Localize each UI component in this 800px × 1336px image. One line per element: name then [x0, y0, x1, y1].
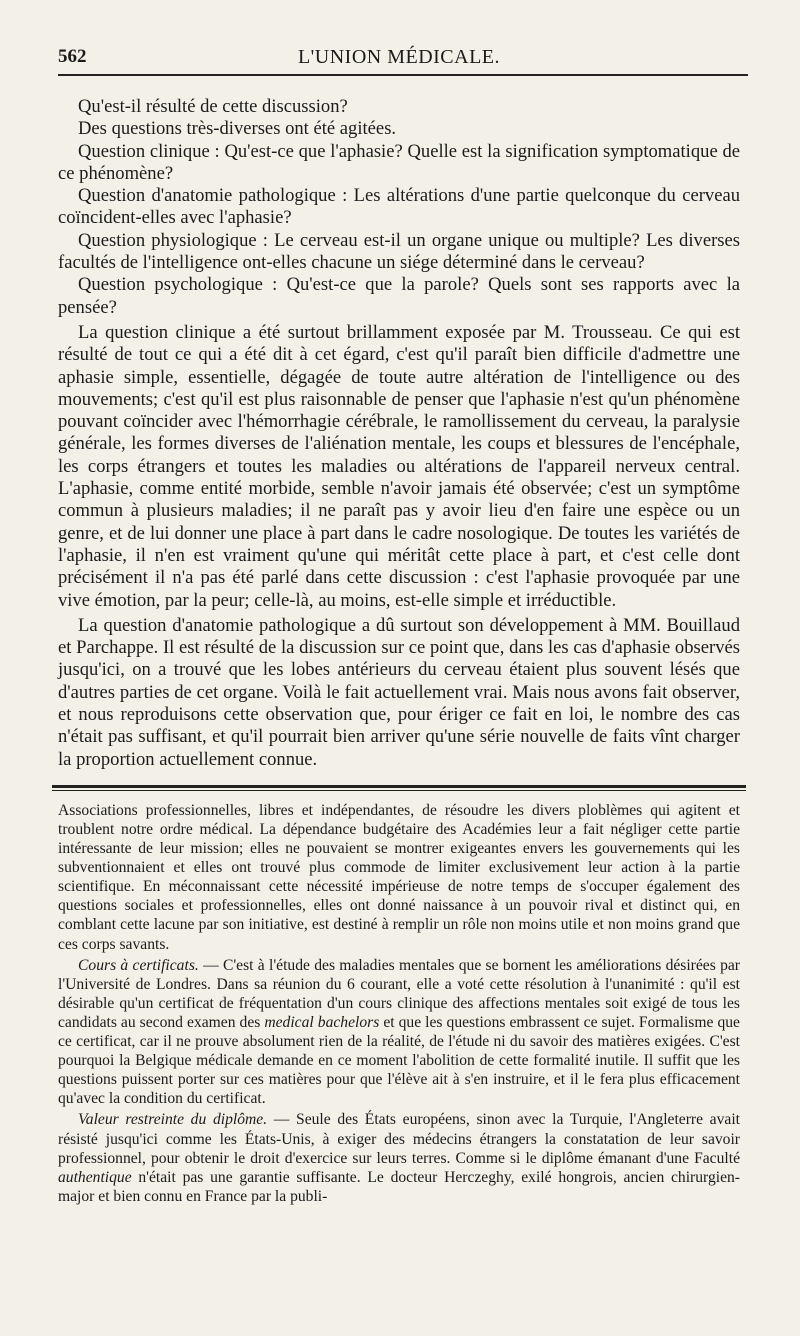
- paragraph-clinical-question: Question clinique : Qu'est-ce que l'aphasie? Quelle est la signification symptomatique de ce phénomène?: [58, 140, 740, 184]
- paragraph-clinical-discussion: La question clinique a été surtout brillamment exposée par M. Trousseau. Ce qui est résulté de tout ce qui a été dit à cet égard, c'est qu'il paraît bien difficile d'admettre une aphasie simple, essentielle, dégagée de toute autre altération de l'intelligence ou des mouvements; c'est qu'il est plus raisonnable de penser que l'aphasie n'est qu'un phénomène pouvant coïncider avec l'hémorrhagie cérébrale, le ramollissement du cerveau, la paralysie générale, les formes diverses de l'aliénation mentale, les coups et blessures de l'encéphale, les corps étrangers et toutes les maladies ou altérations de l'appareil nerveux central. L'aphasie, comme entité morbide, semble n'avoir jamais été observée; c'est un symptôme commun à plusieurs maladies; il ne paraît pas y avoir lieu d'en faire une espèce ou un genre, et de lui donner une place à part dans le cadre nosologique. De toutes les variétés de l'aphasie, il n'en est vraiment qu'une qui méritât cette place à part, et c'est celle dont précisément il n'a pas été parlé dans cette discussion : c'est l'aphasie provoquée par une vive émotion, par la peur; celle-là, au moins, est-elle simple et irréductible.: [58, 321, 740, 611]
- paragraph-psychology-question: Question psychologique : Qu'est-ce que la parole? Quels sont ses rapports avec la pensée?: [58, 274, 740, 318]
- paragraph-physiology-question: Question physiologique : Le cerveau est-il un organe unique ou multiple? Les diverses facultés de l'intelligence ont-elles chacune un siége déterminé dans le cerveau?: [58, 229, 740, 274]
- news-body-certificats-end: et que les questions embrassent ce sujet. Formalisme que ce certificat, car il ne prouve absolument rien de la réalité, de l'étude ni du savoir des matières exigées. C'est pourquoi la Belgique médicale demande en ce moment l'abolition de cette formalité inutile. Il suffit que les questions puissent porter sur ces matières pour que l'élève ait à s'en instruire, et il le fera plus efficacement qu'avec la condition du certificat.: [58, 1013, 740, 1108]
- paragraph-pathology-discussion: La question d'anatomie pathologique a dû surtout son développement à MM. Bouillaud et Parchappe. Il est résulté de la discussion sur ce point que, dans les cas d'aphasie observés jusqu'ici, on a trouvé que les lobes antérieurs du cerveau étaient plus souvent lésés que d'autres parties de cet organe. Voilà le fait actuellement vrai. Mais nous avons fait observer, et nous reproduisons cette observation que, pour ériger ce fait en loi, le nombre des cas n'était pas suffisant, et qu'il pourrait bien arriver qu'une série nouvelle de faits vînt charger la proportion actuellement connue.: [58, 614, 740, 770]
- section-divider: [52, 785, 746, 791]
- page-header: [58, 44, 740, 80]
- header-rule: [58, 74, 748, 76]
- news-heading-certificats: Cours à certificats.: [78, 956, 199, 974]
- paragraph-question: Qu'est-il résulté de cette discussion?: [78, 96, 348, 117]
- news-associations: Associations professionnelles, libres et indépendantes, de résoudre les divers ploblèmes qui agitent et troublent notre ordre médical. La dépendance budgétaire des Académies leur a fait négliger cette partie intéressante de leur mission; elles ne pouvaient se montrer exigeantes envers les gouvernements qui les subventionnaient et elles ont trouvé plus commode de limiter exclusivement leur action à la partie scientifique. En méconnaissant cette nécessité impérieuse de notre temps de s'occuper également des questions sociales et professionnelles, elles ont donné naissance à un pouvoir rival et distinct qui, en comblant cette lacune par son initiative, est destiné à remplir un rôle non moins utile et non moins grand que ces corps savants.: [58, 801, 740, 953]
- news-body-diplome: — Seule des États européens, sinon avec la Turquie, l'Angleterre avait résisté jusqu'ici comme les États-Unis, à exiger des médecins étrangers la constatation de leur savoir professionnel, pour obtenir le droit d'exercice sur leurs terres. Comme si le diplôme émanant d'une Faculté: [58, 1111, 740, 1167]
- news-cours-certificats: [58, 956, 740, 1109]
- page-number: 562: [58, 46, 87, 67]
- news-body-diplome-end: n'était pas une garantie suffisante. Le docteur Herczeghy, exilé hongrois, ancien chirurgien-major et bien connu en France par la publi-: [58, 1168, 740, 1205]
- running-title: L'UNION MÉDICALE.: [297, 46, 501, 68]
- news-body-certificats: — C'est à l'étude des maladies mentales que se bornent les améliorations désirées par l'Université de Londres. Dans sa réunion du 6 courant, elle a voté cette résolution à l'unanimité : qu'il est désirable qu'un certificat de fréquentation d'un cours clinique des affections mentales soit exigé de tous les candidats au second examen des: [58, 956, 740, 1031]
- journal-page: [58, 44, 740, 1206]
- news-term-bachelors: medical bachelors: [264, 1013, 380, 1031]
- paragraph-pathology-question: Question d'anatomie pathologique : Les altérations d'une partie quelconque du cerveau coïncident-elles avec l'aphasie?: [58, 185, 740, 229]
- news-term-authentique: authentique: [58, 1168, 132, 1186]
- news-column: [58, 801, 740, 1206]
- main-article: [58, 96, 740, 771]
- news-heading-diplome: Valeur restreinte du diplôme.: [78, 1111, 268, 1129]
- paragraph-questions-agitated: Des questions très-diverses ont été agitées.: [78, 118, 397, 140]
- news-valeur-diplome: [58, 1110, 740, 1205]
